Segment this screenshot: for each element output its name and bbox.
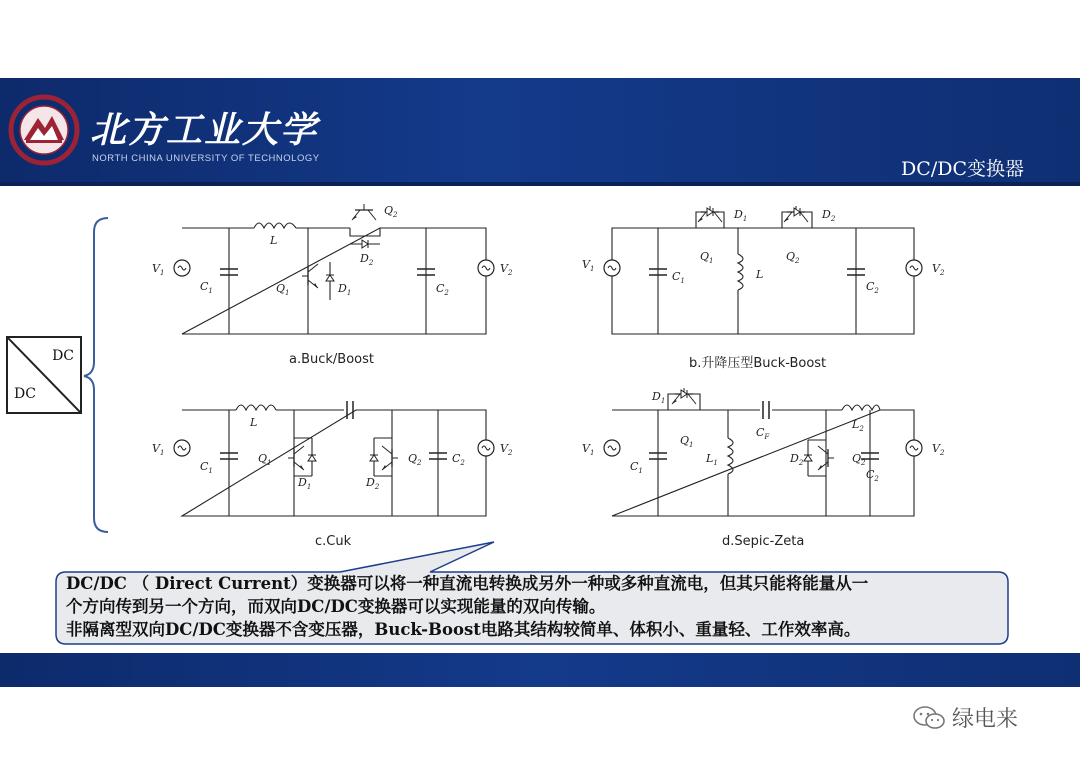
caption-circuit-c: c.Cuk (315, 534, 352, 549)
svg-text:L: L (250, 416, 258, 429)
svg-text:C2: $C_2$ (866, 280, 879, 295)
svg-text:C1: $C_1$ (200, 460, 213, 475)
svg-text:Q1: $Q_1$ (680, 434, 694, 449)
svg-text:C1: $C_1$ (630, 460, 643, 475)
university-name: 北方工业大学 (90, 109, 319, 151)
university-logo-icon (8, 94, 80, 166)
svg-text:Q1: $Q_1$ (276, 282, 290, 297)
svg-text:Q2: $Q_2$ (384, 204, 398, 219)
svg-text:V1: $V_1$ (582, 442, 595, 457)
svg-text:Q1: $Q_1$ (700, 250, 714, 265)
svg-text:C2: $C_2$ (452, 452, 465, 467)
svg-text:L: L (270, 234, 278, 247)
circuit-diagrams (0, 190, 1080, 560)
svg-text:V2: $V_2$ (932, 262, 945, 277)
svg-text:L2: $L_2$ (852, 418, 864, 433)
svg-text:D1: $D_1$ (338, 282, 352, 297)
dcdc-bottom-label: DC (14, 386, 36, 402)
svg-text:Q2: $Q_2$ (852, 452, 866, 467)
callout-line-1: DC/DC （ Direct Current）变换器可以将一种直流电转换成另外一种或多种直流电，但其只能将能量从一 (66, 574, 869, 593)
circuit-a (182, 223, 486, 334)
watermark (912, 702, 1018, 733)
svg-text:D2: $D_2$ (790, 452, 804, 467)
callout-line-3: 非隔离型双向DC/DC变换器不含变压器，Buck-Boost电路其结构较简单、体积小、重量轻、工作效率高。 (66, 620, 861, 639)
footer-band (0, 653, 1080, 687)
caption-circuit-d: d.Sepic-Zeta (722, 534, 805, 549)
svg-text:L1: $L_1$ (706, 452, 718, 467)
slide-title: DC/DC变换器 (901, 158, 1024, 180)
svg-text:C2: $C_2$ (436, 282, 449, 297)
svg-text:D1: $D_1$ (734, 208, 748, 223)
svg-text:L: L (756, 268, 764, 281)
caption-circuit-a: a.Buck/Boost (289, 352, 375, 367)
svg-text:D1: $D_1$ (298, 476, 312, 491)
svg-text:Q2: $Q_2$ (786, 250, 800, 265)
caption-circuit-b: b.升降压型Buck-Boost (689, 356, 827, 371)
wechat-icon (912, 705, 946, 731)
svg-text:Q2: $Q_2$ (408, 452, 422, 467)
svg-text:C2: $C_2$ (866, 468, 879, 483)
svg-text:V1: $V_1$ (582, 258, 595, 273)
callout-text (66, 572, 1006, 641)
svg-text:V1: $V_1$ (152, 262, 165, 277)
watermark-text: 绿电来 (952, 706, 1019, 731)
svg-text:D2: $D_2$ (366, 476, 380, 491)
callout-line-2: 个方向传到另一个方向，而双向DC/DC变换器可以实现能量的双向传输。 (66, 597, 606, 616)
university-english-name: NORTH CHINA UNIVERSITY OF TECHNOLOGY (92, 153, 320, 164)
svg-text:Q1: $Q_1$ (258, 452, 272, 467)
svg-text:C1: $C_1$ (672, 270, 685, 285)
svg-text:D1: $D_1$ (652, 390, 666, 405)
svg-text:V2: $V_2$ (932, 442, 945, 457)
svg-text:CF: $C_F$ (756, 426, 770, 441)
circuit-c (182, 405, 486, 516)
brace-icon (84, 218, 108, 532)
svg-text:V1: $V_1$ (152, 442, 165, 457)
svg-text:V2: $V_2$ (500, 262, 513, 277)
svg-text:D2: $D_2$ (822, 208, 836, 223)
svg-text:D2: $D_2$ (360, 252, 374, 267)
svg-text:V2: $V_2$ (500, 442, 513, 457)
svg-text:C1: $C_1$ (200, 280, 213, 295)
dcdc-top-label: DC (52, 348, 74, 364)
